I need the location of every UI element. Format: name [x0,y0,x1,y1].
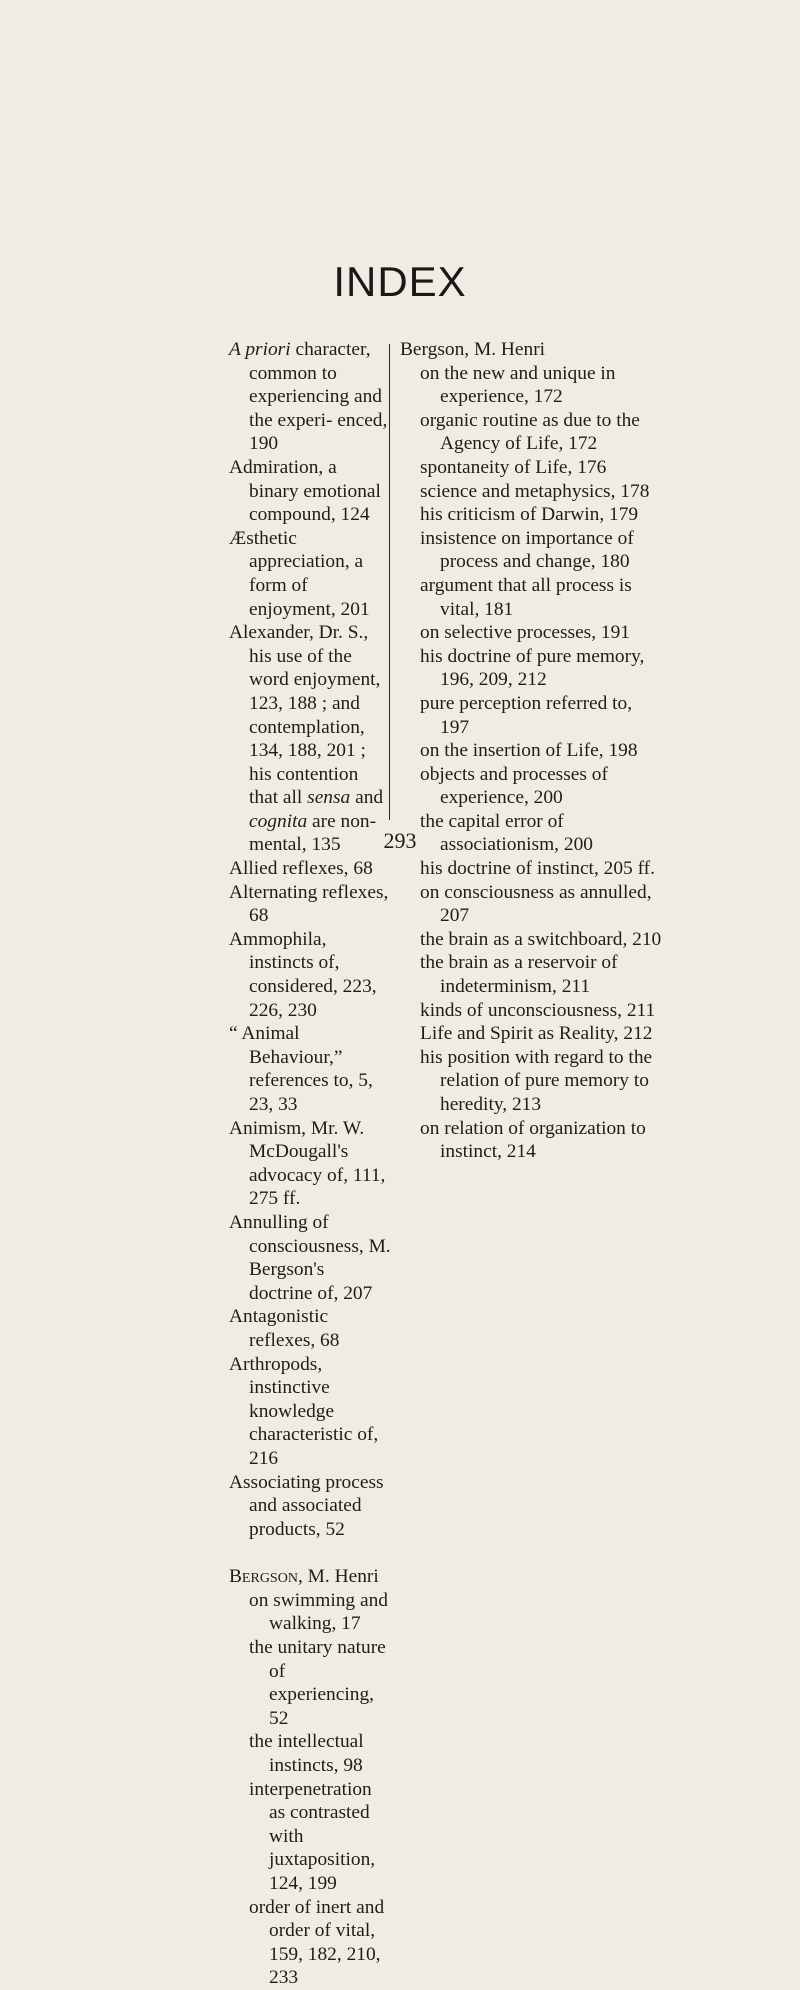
index-subentry: spontaneity of Life, 176 [420,456,607,478]
index-entry: Alternating reflexes, 68 [229,881,389,927]
index-subentry: kinds of unconsciousness, 211 [420,999,656,1021]
index-subentry: organic routine as due to the Agency of Life, 172 [420,409,640,455]
index-subentry: interpenetration as contrasted with juxtaposition, 124, 199 [249,1778,376,1894]
index-entry: “ Animal Behaviour,” references to, 5, 23, 33 [229,1023,373,1115]
left-index-column [229,338,391,1990]
index-entry: Arthropods, instinctive knowledge characteristic of, 216 [229,1353,379,1469]
index-subentry: on consciousness as annulled, 207 [420,881,652,927]
index-heading: Bergson, M. Henri [400,339,546,360]
page-number: 293 [383,828,417,853]
index-entry: Associating process and associated products, 52 [229,1471,384,1540]
index-subentry: on relation of organization to instinct, 214 [420,1117,646,1163]
index-entry: Allied reflexes, 68 [229,858,373,880]
index-entry: Alexander, Dr. S., his use of the word enjoyment, 123, 188 ; and contemplation, 134, 188, 201 ; his contention that all sensa and cognita are non-mental, 135 [229,622,384,856]
index-subentry: pure perception referred to, 197 [420,692,633,738]
right-index-column [400,338,662,1164]
index-subentry: his doctrine of pure memory, 196, 209, 212 [420,645,645,691]
index-heading: Bergson, M. Henri [229,1566,379,1588]
index-subentry: his doctrine of instinct, 205 ff. [420,858,655,880]
index-entry: A priori character, common to experiencing and the experi- enced, 190 [229,339,388,455]
index-subentry: science and metaphysics, 178 [420,480,650,502]
index-subentry: the unitary nature of experiencing, 52 [249,1637,386,1729]
index-subentry: Life and Spirit as Reality, 212 [420,1023,653,1045]
index-entry: Ammophila, instincts of, considered, 223, 226, 230 [229,928,377,1021]
index-subentry: objects and processes of experience, 200 [420,763,608,809]
index-subentry: argument that all process is vital, 181 [420,574,632,620]
index-entry: Antagonistic reflexes, 68 [229,1306,340,1351]
index-subentry: on swimming and walking, 17 [249,1589,388,1635]
index-subentry: the brain as a switchboard, 210 [420,928,662,950]
index-entry: Æsthetic appreciation, a form of enjoyment, 201 [229,527,370,620]
index-subentry: his position with regard to the relation of pure memory to heredity, 213 [420,1046,653,1115]
index-subentry: order of inert and order of vital, 159, 182, 210, 233 [249,1896,385,1989]
index-subentry: his criticism of Darwin, 179 [420,504,639,526]
index-subentry: the capital error of associationism, 200 [420,810,593,856]
page-title: INDEX [333,258,467,305]
index-entry: Annulling of consciousness, M. Bergson's doctrine of, 207 [229,1211,391,1304]
index-subentry: the brain as a reservoir of indeterminism, 211 [420,952,618,998]
index-subentry: on the insertion of Life, 198 [420,740,638,762]
index-subentry: on selective processes, 191 [420,622,631,644]
index-subentry: on the new and unique in experience, 172 [420,362,616,408]
index-entry: Animism, Mr. W. McDougall's advocacy of, 111, 275 ff. [229,1117,386,1210]
index-subentry: insistence on importance of process and change, 180 [420,527,634,573]
index-entry: Admiration, a binary emotional compound, 124 [229,456,381,526]
index-subentry: the intellectual instincts, 98 [249,1731,364,1777]
